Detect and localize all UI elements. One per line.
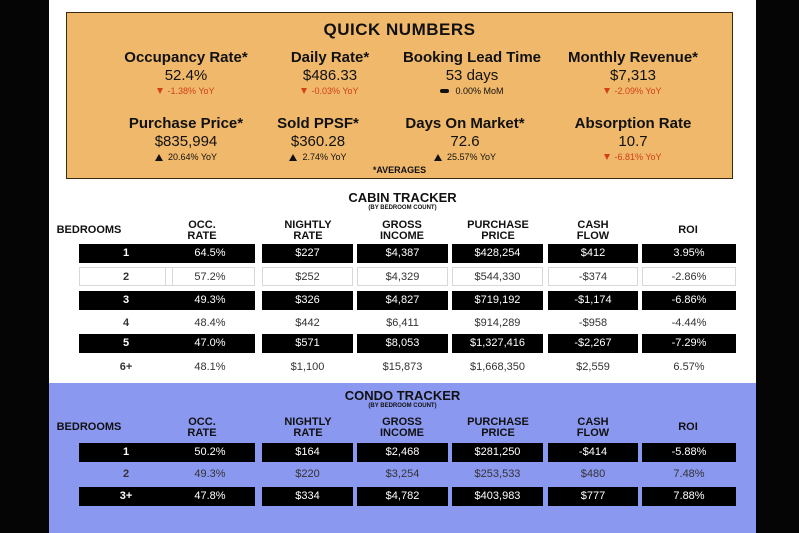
condo_tracker-header-3 — [357, 417, 447, 439]
table-cell: 6+ — [119, 361, 133, 373]
table-cell: $4,329 — [357, 267, 448, 286]
condo_tracker-header-4 — [453, 417, 543, 439]
header-line-1: ROI — [678, 224, 698, 236]
table-cell: $403,983 — [452, 487, 543, 506]
condo-tracker-subtitle: (BY BEDROOM COUNT) — [368, 403, 437, 409]
table-cell: 50.2% — [165, 443, 255, 462]
table-cell: 57.2% — [165, 267, 255, 286]
table-cell: $480 — [580, 468, 606, 480]
stat-label: Absorption Rate — [574, 115, 692, 132]
trend-down-icon — [604, 154, 610, 160]
header-line-1: GROSS — [382, 416, 422, 428]
table-row — [79, 314, 736, 333]
table-cell: 48.1% — [194, 361, 226, 373]
table-cell: $1,668,350 — [469, 361, 526, 373]
table-cell: $914,289 — [474, 317, 521, 329]
cabin_tracker-header-0 — [44, 225, 134, 236]
table-cell: $253,533 — [474, 468, 521, 480]
trend-down-icon — [604, 88, 610, 94]
table-cell: -$2,267 — [548, 334, 638, 353]
table-cell: $719,192 — [452, 291, 543, 310]
table-cell: -$958 — [578, 317, 608, 329]
condo_tracker-header-5 — [548, 417, 638, 439]
table-cell: 2 — [79, 267, 173, 286]
table-cell: 47.8% — [165, 487, 255, 506]
stat-change-text: -1.38% YoY — [167, 86, 215, 96]
table-cell: $281,250 — [452, 443, 543, 462]
stat-days-on-market — [380, 115, 550, 162]
header-line-2: RATE — [293, 427, 323, 439]
stat-label: Sold PPSF* — [277, 115, 359, 132]
table-cell: 3+ — [79, 487, 173, 506]
table-cell: 5 — [79, 334, 173, 353]
table-cell: -5.88% — [642, 443, 736, 462]
table-cell: $164 — [262, 443, 353, 462]
header-line-2: PRICE — [481, 427, 515, 439]
header-line-2: INCOME — [380, 230, 424, 242]
table-cell: 48.4% — [194, 317, 226, 329]
table-cell: $1,100 — [290, 361, 325, 373]
header-line-1: CASH — [577, 416, 609, 428]
stat-sold-ppsf — [233, 115, 403, 162]
condo_tracker-header-1 — [157, 417, 247, 439]
table-cell: 49.3% — [165, 291, 255, 310]
table-row — [79, 334, 736, 353]
stat-absorption-rate — [548, 115, 718, 162]
cabin_tracker-header-5 — [548, 220, 638, 242]
stat-label: Booking Lead Time — [402, 49, 542, 66]
condo_tracker-header-0 — [44, 422, 134, 433]
table-cell: 6.57% — [673, 361, 705, 373]
table-cell: 1 — [79, 244, 173, 263]
stat-value: $486.33 — [302, 67, 358, 84]
table-row — [79, 291, 736, 310]
table-cell: -4.44% — [671, 317, 707, 329]
table-cell: -7.29% — [642, 334, 736, 353]
table-cell: 4 — [122, 317, 130, 329]
stat-label: Days On Market* — [405, 115, 525, 132]
trend-up-icon — [434, 154, 442, 161]
table-cell: $8,053 — [357, 334, 448, 353]
header-line-1: NIGHTLY — [284, 416, 332, 428]
header-line-2: RATE — [187, 427, 217, 439]
header-line-2: FLOW — [576, 230, 610, 242]
stat-value: 53 days — [445, 67, 499, 84]
stat-label: Monthly Revenue* — [567, 49, 699, 66]
header-line-1: NIGHTLY — [284, 219, 332, 231]
table-cell: $220 — [295, 468, 320, 480]
table-cell: -$374 — [548, 267, 638, 286]
stat-change-text: 2.74% YoY — [302, 152, 347, 162]
table-cell: $252 — [262, 267, 353, 286]
table-cell: $334 — [262, 487, 353, 506]
condo_tracker-header-2 — [263, 417, 353, 439]
header-line-2: PRICE — [481, 230, 515, 242]
table-cell: $442 — [295, 317, 320, 329]
stat-value: $360.28 — [290, 133, 346, 150]
header-line-1: BEDROOMS — [56, 224, 122, 236]
quick-numbers-title: QUICK NUMBERS — [323, 20, 476, 39]
table-cell: -$414 — [548, 443, 638, 462]
header-line-1: OCC. — [188, 416, 216, 428]
table-row — [79, 465, 736, 484]
table-cell: -2.86% — [642, 267, 736, 286]
table-cell: $2,559 — [576, 361, 610, 373]
stat-monthly-revenue — [548, 49, 718, 96]
table-cell: 3 — [79, 291, 173, 310]
header-line-1: PURCHASE — [467, 219, 529, 231]
table-cell: $412 — [548, 244, 638, 263]
table-cell: $4,827 — [357, 291, 448, 310]
cabin-tracker-subtitle: (BY BEDROOM COUNT) — [368, 205, 437, 211]
header-line-1: ROI — [678, 421, 698, 433]
condo-tracker — [49, 383, 756, 533]
header-line-1: BEDROOMS — [56, 421, 122, 433]
stat-change-text: -2.09% YoY — [614, 86, 662, 96]
table-row — [79, 443, 736, 462]
cabin_tracker-header-1 — [157, 220, 247, 242]
table-cell: $227 — [262, 244, 353, 263]
table-row — [79, 244, 736, 263]
header-line-1: PURCHASE — [467, 416, 529, 428]
table-row — [79, 487, 736, 506]
table-cell: $6,411 — [386, 317, 419, 329]
table-cell: 49.3% — [194, 468, 226, 480]
table-cell: $2,468 — [357, 443, 448, 462]
cabin_tracker-header-4 — [453, 220, 543, 242]
stat-label: Daily Rate* — [290, 49, 370, 66]
table-cell: -6.86% — [642, 291, 736, 310]
stat-value: $7,313 — [610, 67, 656, 84]
stat-change-text: 20.64% YoY — [167, 152, 218, 162]
table-cell: 7.88% — [642, 487, 736, 506]
stat-value: 10.7 — [618, 133, 648, 150]
stat-label: Purchase Price* — [128, 115, 244, 132]
stat-value: 52.4% — [164, 67, 208, 84]
table-cell: 7.48% — [673, 468, 705, 480]
trend-up-icon — [155, 154, 163, 161]
table-cell: $4,782 — [357, 487, 448, 506]
stat-label: Occupancy Rate* — [124, 49, 248, 66]
table-row — [79, 267, 736, 286]
table-cell: $4,387 — [357, 244, 448, 263]
stat-change-text: 0.00% MoM — [455, 86, 504, 96]
stat-value: 72.6 — [450, 133, 480, 150]
report-sheet — [49, 0, 756, 533]
header-line-1: CASH — [577, 219, 609, 231]
table-row — [79, 358, 736, 377]
header-line-2: RATE — [187, 230, 217, 242]
table-cell: 1 — [79, 443, 173, 462]
trend-flat-icon — [440, 89, 449, 93]
table-cell: 47.0% — [165, 334, 255, 353]
stat-value: $835,994 — [154, 133, 218, 150]
stat-change-text: 25.57% YoY — [446, 152, 497, 162]
table-cell: 64.5% — [165, 244, 255, 263]
table-cell: $15,873 — [382, 361, 423, 373]
header-line-2: FLOW — [576, 427, 610, 439]
trend-down-icon — [157, 88, 163, 94]
table-cell: $428,254 — [452, 244, 543, 263]
table-cell: -$1,174 — [548, 291, 638, 310]
table-cell: $3,254 — [385, 468, 420, 480]
averages-footnote: *AVERAGES — [372, 165, 427, 175]
table-cell: $777 — [548, 487, 638, 506]
stat-change — [548, 86, 718, 96]
quick-numbers-panel — [66, 12, 733, 179]
condo_tracker-header-6 — [643, 422, 733, 433]
table-cell: 3.95% — [642, 244, 736, 263]
table-cell: $544,330 — [452, 267, 543, 286]
stat-change-text: -0.03% YoY — [311, 86, 359, 96]
header-line-1: GROSS — [382, 219, 422, 231]
header-line-2: RATE — [293, 230, 323, 242]
table-cell: $571 — [262, 334, 353, 353]
cabin-tracker-title: CABIN TRACKER — [348, 190, 457, 205]
stat-change — [387, 86, 557, 96]
stat-booking-lead-time — [387, 49, 557, 96]
table-cell: 2 — [122, 468, 130, 480]
condo-tracker-title: CONDO TRACKER — [344, 388, 461, 403]
stat-change — [380, 152, 550, 162]
stat-change — [548, 152, 718, 162]
cabin_tracker-header-6 — [643, 225, 733, 236]
header-line-2: INCOME — [380, 427, 424, 439]
stat-change-text: -6.81% YoY — [614, 152, 662, 162]
cabin_tracker-header-3 — [357, 220, 447, 242]
trend-down-icon — [301, 88, 307, 94]
table-cell: $1,327,416 — [452, 334, 543, 353]
stat-change — [233, 152, 403, 162]
trend-up-icon — [289, 154, 297, 161]
cabin_tracker-header-2 — [263, 220, 353, 242]
table-cell: $326 — [262, 291, 353, 310]
header-line-1: OCC. — [188, 219, 216, 231]
